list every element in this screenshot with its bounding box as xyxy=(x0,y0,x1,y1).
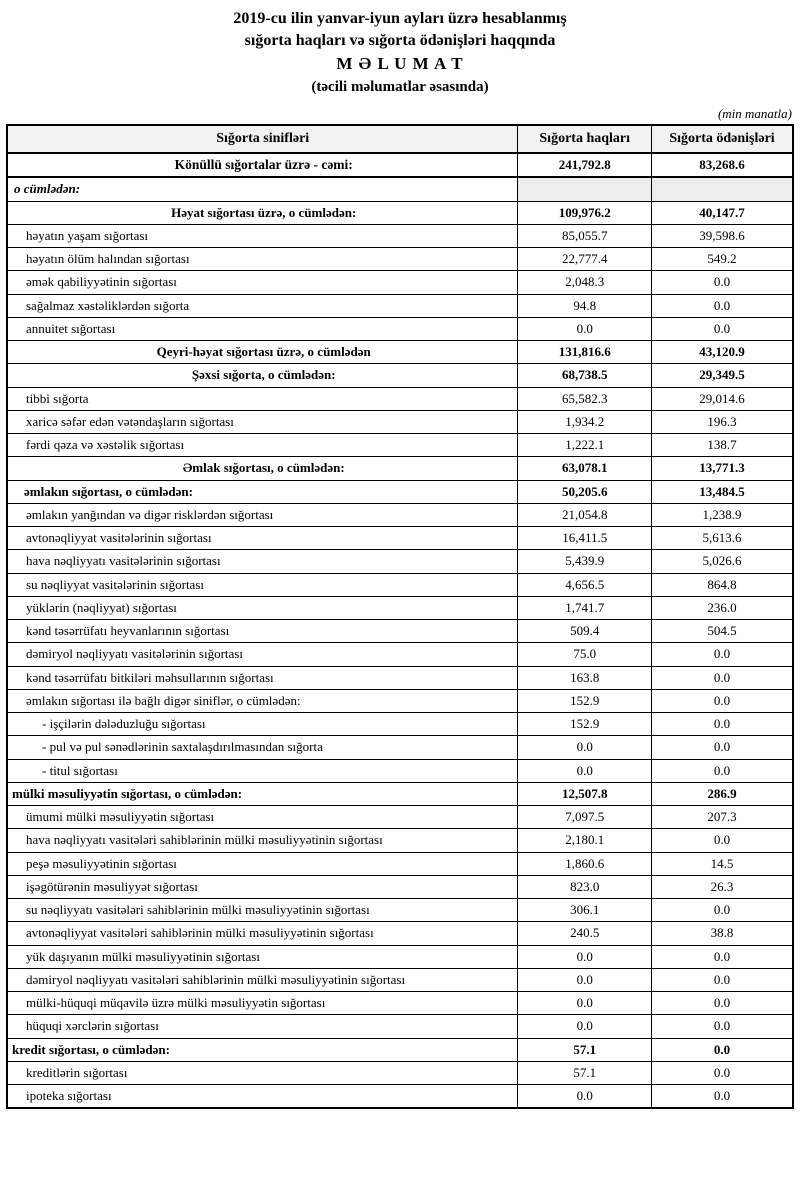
row-label: həyatın yaşam sığortası xyxy=(7,224,518,247)
table-row xyxy=(7,294,793,317)
row-label: avtonəqliyyat vasitələrinin sığortası xyxy=(7,527,518,550)
row-payments-value: 504.5 xyxy=(652,620,793,643)
row-payments-value: 0.0 xyxy=(652,945,793,968)
row-premiums-value: 65,582.3 xyxy=(518,387,652,410)
table-row xyxy=(7,271,793,294)
row-payments-value: 549.2 xyxy=(652,248,793,271)
table-row xyxy=(7,1061,793,1084)
table-row xyxy=(7,480,793,503)
row-payments-value: 196.3 xyxy=(652,410,793,433)
row-premiums-value: 85,055.7 xyxy=(518,224,652,247)
row-label: Qeyri-həyat sığortası üzrə, o cümlədən xyxy=(7,341,518,364)
table-row xyxy=(7,1015,793,1038)
row-label: hüquqi xərclərin sığortası xyxy=(7,1015,518,1038)
row-premiums-value: 75.0 xyxy=(518,643,652,666)
row-premiums-value: 109,976.2 xyxy=(518,201,652,224)
table-row xyxy=(7,713,793,736)
row-premiums-value: 50,205.6 xyxy=(518,480,652,503)
row-premiums-value: 0.0 xyxy=(518,1085,652,1109)
row-label: ipoteka sığortası xyxy=(7,1085,518,1109)
row-premiums-value: 241,792.8 xyxy=(518,153,652,178)
table-row xyxy=(7,527,793,550)
table-row xyxy=(7,1038,793,1061)
row-label: annuitet sığortası xyxy=(7,317,518,340)
table-row xyxy=(7,875,793,898)
row-premiums-value: 0.0 xyxy=(518,945,652,968)
table-row xyxy=(7,852,793,875)
row-payments-value: 38.8 xyxy=(652,922,793,945)
row-label: əmlakın yanğından və digər risklərdən sığortası xyxy=(7,503,518,526)
unit-note: (min manatla) xyxy=(717,106,792,121)
table-row xyxy=(7,248,793,271)
row-label: yüklərin (nəqliyyat) sığortası xyxy=(7,596,518,619)
row-premiums-value: 0.0 xyxy=(518,992,652,1015)
title-line-3: M Ə L U M A T xyxy=(336,54,464,73)
row-payments-value: 14.5 xyxy=(652,852,793,875)
row-label: su nəqliyyat vasitələrinin sığortası xyxy=(7,573,518,596)
row-payments-value: 138.7 xyxy=(652,434,793,457)
row-premiums-value: 5,439.9 xyxy=(518,550,652,573)
row-label: Əmlak sığortası, o cümlədən: xyxy=(7,457,518,480)
row-label: əmlakın sığortası ilə bağlı digər siniflər, o cümlədən: xyxy=(7,689,518,712)
table-row xyxy=(7,643,793,666)
row-payments-value: 236.0 xyxy=(652,596,793,619)
row-premiums-value: 1,934.2 xyxy=(518,410,652,433)
row-label: Şəxsi sığorta, o cümlədən: xyxy=(7,364,518,387)
row-premiums-value: 57.1 xyxy=(518,1061,652,1084)
row-label: avtonəqliyyat vasitələri sahiblərinin mülki məsuliyyətinin sığortası xyxy=(7,922,518,945)
row-premiums-value: 131,816.6 xyxy=(518,341,652,364)
table-row xyxy=(7,457,793,480)
table-row xyxy=(7,364,793,387)
table-row xyxy=(7,201,793,224)
row-premiums-value: 1,222.1 xyxy=(518,434,652,457)
col-header-classes: Sığorta sinifləri xyxy=(7,125,518,153)
row-payments-value: 0.0 xyxy=(652,317,793,340)
row-payments-value: 13,484.5 xyxy=(652,480,793,503)
row-payments-value: 0.0 xyxy=(652,829,793,852)
row-payments-value: 83,268.6 xyxy=(652,153,793,178)
row-payments-value: 0.0 xyxy=(652,713,793,736)
row-payments-value: 0.0 xyxy=(652,294,793,317)
table-row xyxy=(7,992,793,1015)
row-payments-value: 13,771.3 xyxy=(652,457,793,480)
title-line-2: sığorta haqları və sığorta ödənişləri haqqında xyxy=(244,32,556,49)
row-label: kənd təsərrüfatı bitkiləri məhsullarının sığortası xyxy=(7,666,518,689)
row-label: sağalmaz xəstəliklərdən sığorta xyxy=(7,294,518,317)
row-premiums-value: 0.0 xyxy=(518,1015,652,1038)
row-payments-value: 207.3 xyxy=(652,806,793,829)
row-payments-value: 29,349.5 xyxy=(652,364,793,387)
title-line-1: 2019-cu ilin yanvar-iyun ayları üzrə hesablanmış xyxy=(233,10,567,27)
row-premiums-value: 21,054.8 xyxy=(518,503,652,526)
row-payments-value: 0.0 xyxy=(652,759,793,782)
row-premiums-value: 12,507.8 xyxy=(518,782,652,805)
insurance-table xyxy=(6,124,794,1109)
title-line-4: (təcili məlumatlar əsasında) xyxy=(311,79,489,95)
row-payments-value: 0.0 xyxy=(652,992,793,1015)
row-payments-value: 0.0 xyxy=(652,271,793,294)
row-premiums-value: 16,411.5 xyxy=(518,527,652,550)
row-payments-value: 39,598.6 xyxy=(652,224,793,247)
row-premiums-value: 63,078.1 xyxy=(518,457,652,480)
row-payments-value: 0.0 xyxy=(652,1061,793,1084)
row-payments-value: 40,147.7 xyxy=(652,201,793,224)
table-row xyxy=(7,434,793,457)
table-row xyxy=(7,759,793,782)
row-payments-value: 0.0 xyxy=(652,736,793,759)
row-label: ümumi mülki məsuliyyətin sığortası xyxy=(7,806,518,829)
row-premiums-value: 163.8 xyxy=(518,666,652,689)
row-label: xaricə səfər edən vətəndaşların sığortası xyxy=(7,410,518,433)
row-premiums-value: 94.8 xyxy=(518,294,652,317)
row-payments-value: 43,120.9 xyxy=(652,341,793,364)
row-payments-value: 0.0 xyxy=(652,899,793,922)
row-premiums-value: 4,656.5 xyxy=(518,573,652,596)
row-label: kredit sığortası, o cümlədən: xyxy=(7,1038,518,1061)
row-payments-value xyxy=(652,177,793,201)
table-row xyxy=(7,736,793,759)
row-premiums-value: 0.0 xyxy=(518,317,652,340)
row-label: dəmiryol nəqliyyatı vasitələrinin sığortası xyxy=(7,643,518,666)
row-premiums-value: 22,777.4 xyxy=(518,248,652,271)
row-label: - işçilərin dələduzluğu sığortası xyxy=(7,713,518,736)
row-label: o cümlədən: xyxy=(7,177,518,201)
row-label: həyatın ölüm halından sığortası xyxy=(7,248,518,271)
table-row xyxy=(7,573,793,596)
col-header-payments: Sığorta ödənişləri xyxy=(652,125,793,153)
row-label: işəgötürənin məsuliyyət sığortası xyxy=(7,875,518,898)
row-label: Könüllü sığortalar üzrə - cəmi: xyxy=(7,153,518,178)
row-premiums-value: 0.0 xyxy=(518,968,652,991)
table-row xyxy=(7,782,793,805)
row-premiums-value: 2,048.3 xyxy=(518,271,652,294)
table-row xyxy=(7,806,793,829)
row-premiums-value: 1,741.7 xyxy=(518,596,652,619)
row-label: tibbi sığorta xyxy=(7,387,518,410)
row-label: peşə məsuliyyətinin sığortası xyxy=(7,852,518,875)
row-payments-value: 0.0 xyxy=(652,1085,793,1109)
row-payments-value: 0.0 xyxy=(652,968,793,991)
row-premiums-value: 240.5 xyxy=(518,922,652,945)
table-body xyxy=(7,153,793,1109)
row-premiums-value: 0.0 xyxy=(518,759,652,782)
row-label: hava nəqliyyatı vasitələri sahiblərinin mülki məsuliyyətinin sığortası xyxy=(7,829,518,852)
row-payments-value: 0.0 xyxy=(652,689,793,712)
table-row xyxy=(7,620,793,643)
row-premiums-value: 7,097.5 xyxy=(518,806,652,829)
row-premiums-value: 152.9 xyxy=(518,713,652,736)
row-payments-value: 0.0 xyxy=(652,666,793,689)
table-row xyxy=(7,666,793,689)
row-premiums-value: 0.0 xyxy=(518,736,652,759)
row-label: Həyat sığortası üzrə, o cümlədən: xyxy=(7,201,518,224)
row-payments-value: 5,613.6 xyxy=(652,527,793,550)
table-row xyxy=(7,153,793,178)
table-row xyxy=(7,968,793,991)
row-label: su nəqliyyatı vasitələri sahiblərinin mülki məsuliyyətinin sığortası xyxy=(7,899,518,922)
table-row xyxy=(7,1085,793,1109)
row-payments-value: 0.0 xyxy=(652,1015,793,1038)
row-payments-value: 26.3 xyxy=(652,875,793,898)
table-row xyxy=(7,341,793,364)
row-premiums-value: 2,180.1 xyxy=(518,829,652,852)
row-label: hava nəqliyyatı vasitələrinin sığortası xyxy=(7,550,518,573)
row-premiums-value: 306.1 xyxy=(518,899,652,922)
table-row xyxy=(7,899,793,922)
table-row xyxy=(7,177,793,201)
table-row xyxy=(7,503,793,526)
row-premiums-value: 57.1 xyxy=(518,1038,652,1061)
col-header-premiums: Sığorta haqları xyxy=(518,125,652,153)
row-label: kənd təsərrüfatı heyvanlarının sığortası xyxy=(7,620,518,643)
document-title xyxy=(6,8,794,98)
row-premiums-value: 68,738.5 xyxy=(518,364,652,387)
row-premiums-value: 509.4 xyxy=(518,620,652,643)
row-label: - pul və pul sənədlərinin saxtalaşdırılmasından sığorta xyxy=(7,736,518,759)
table-row xyxy=(7,410,793,433)
table-header xyxy=(7,125,793,153)
row-premiums-value: 823.0 xyxy=(518,875,652,898)
row-payments-value: 0.0 xyxy=(652,1038,793,1061)
table-row xyxy=(7,596,793,619)
row-premiums-value xyxy=(518,177,652,201)
row-payments-value: 29,014.6 xyxy=(652,387,793,410)
row-label: - titul sığortası xyxy=(7,759,518,782)
header-row xyxy=(7,125,793,153)
row-payments-value: 864.8 xyxy=(652,573,793,596)
row-premiums-value: 1,860.6 xyxy=(518,852,652,875)
table-row xyxy=(7,829,793,852)
row-payments-value: 1,238.9 xyxy=(652,503,793,526)
row-label: mülki-hüquqi müqavilə üzrə mülki məsuliyyətin sığortası xyxy=(7,992,518,1015)
table-row xyxy=(7,689,793,712)
row-label: kreditlərin sığortası xyxy=(7,1061,518,1084)
row-label: yük daşıyanın mülki məsuliyyətinin sığortası xyxy=(7,945,518,968)
row-payments-value: 286.9 xyxy=(652,782,793,805)
row-payments-value: 5,026.6 xyxy=(652,550,793,573)
table-row xyxy=(7,945,793,968)
table-row xyxy=(7,922,793,945)
table-row xyxy=(7,224,793,247)
row-label: mülki məsuliyyətin sığortası, o cümlədən: xyxy=(7,782,518,805)
row-label: əmək qabiliyyətinin sığortası xyxy=(7,271,518,294)
row-premiums-value: 152.9 xyxy=(518,689,652,712)
row-label: fərdi qəza və xəstəlik sığortası xyxy=(7,434,518,457)
row-label: əmlakın sığortası, o cümlədən: xyxy=(7,480,518,503)
row-label: dəmiryol nəqliyyatı vasitələri sahiblərinin mülki məsuliyyətinin sığortası xyxy=(7,968,518,991)
table-row xyxy=(7,550,793,573)
table-row xyxy=(7,387,793,410)
table-row xyxy=(7,317,793,340)
row-payments-value: 0.0 xyxy=(652,643,793,666)
